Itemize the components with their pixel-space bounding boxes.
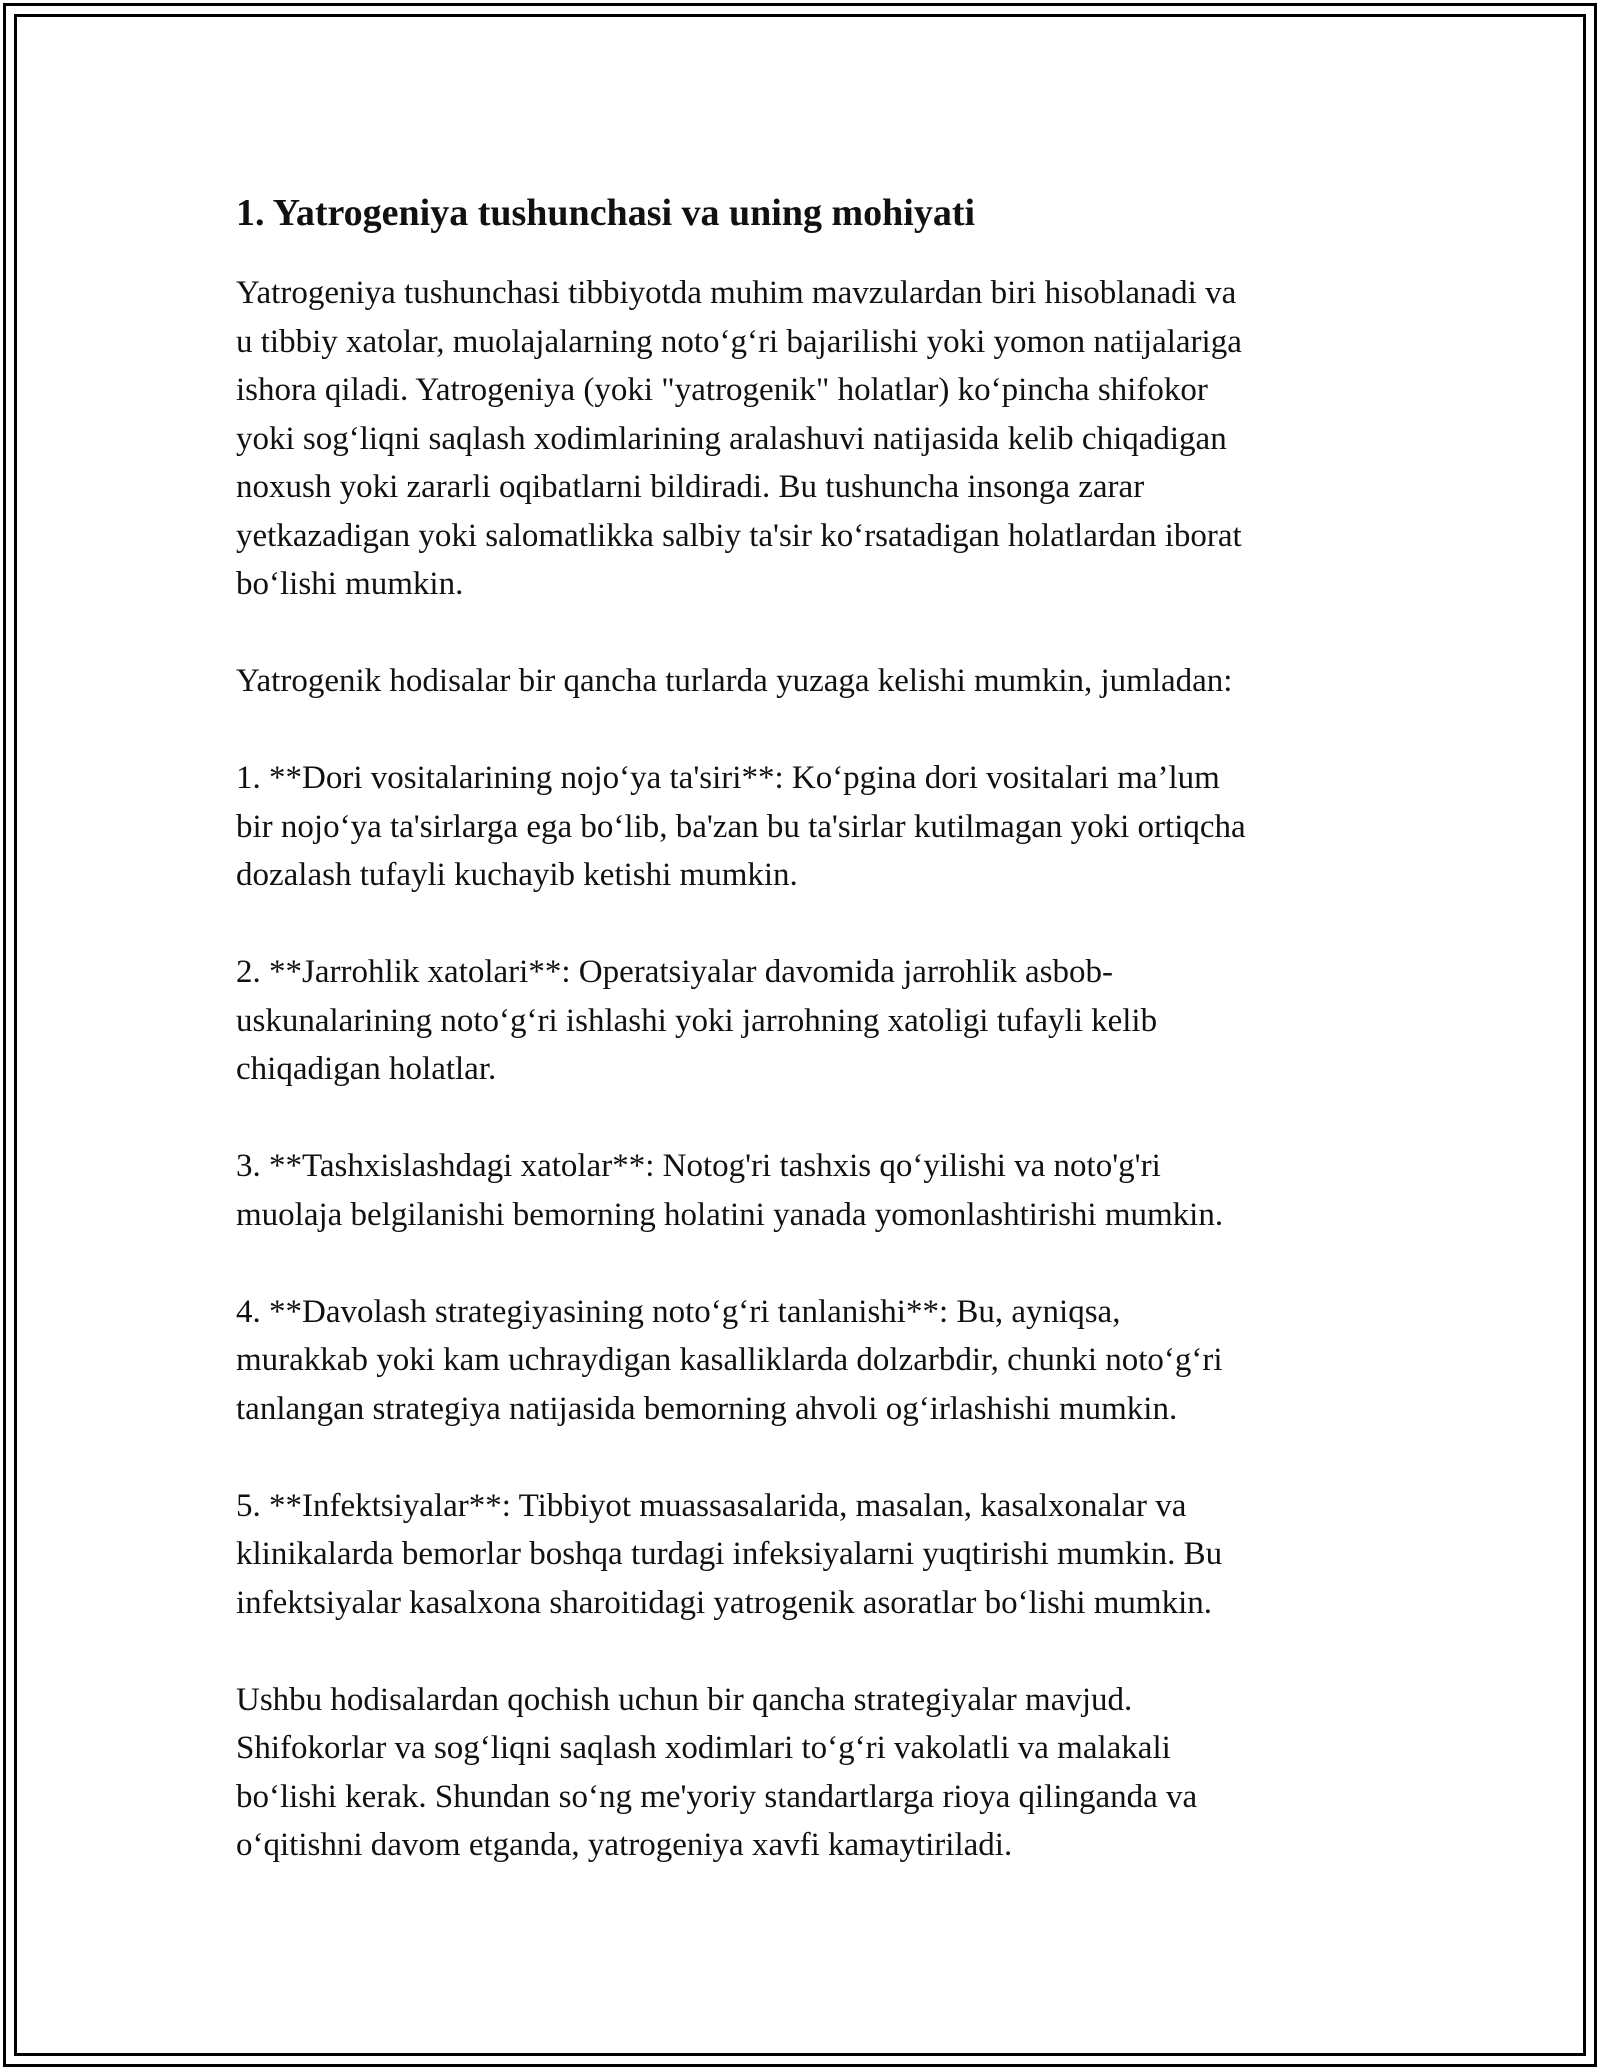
text-line: infektsiyalar kasalxona sharoitidagi yatrogenik asoratlar bo‘lishi mumkin. [236,1584,1212,1621]
text-line: klinikalarda bemorlar boshqa turdagi infeksiyalarni yuqtirishi mumkin. Bu [236,1536,1223,1572]
text-line: murakkab yoki kam uchraydigan kasalliklarda dolzarbdir, chunki noto‘g‘ri [236,1342,1223,1378]
text-line: muolaja belgilanishi bemorning holatini yanada yomonlashtirishi mumkin. [236,1196,1224,1233]
text-line: 3. **Tashxislashdagi xatolar**: Notog'ri tashxis qo‘yilishi va noto'g'ri [236,1148,1161,1184]
text-line: Ushbu hodisalardan qochish uchun bir qancha strategiyalar mavjud. [236,1681,1133,1718]
text-line: Shifokorlar va sog‘liqni saqlash xodimlari to‘g‘ri vakolatli va malakali [236,1730,1171,1766]
text-line: uskunalarining noto‘g‘ri ishlashi yoki jarrohning xatoligi tufayli kelib [236,1002,1158,1039]
text-line: o‘qitishni davom etganda, yatrogeniya xavfi kamaytiriladi. [236,1827,1013,1863]
text-line: bo‘lishi kerak. Shundan so‘ng me'yoriy standartlarga rioya qilinganda va [236,1778,1198,1815]
intro-paragraph [236,269,1376,609]
text-line: Yatrogeniya tushunchasi tibbiyotda muhim mavzulardan biri hisoblanadi va [236,275,1237,311]
list-item-1 [236,754,1376,900]
text-line: ishora qiladi. Yatrogeniya (yoki "yatrogenik" holatlar) ko‘pincha shifokor [236,372,1208,408]
list-item-5 [236,1482,1376,1628]
text-line: bir nojo‘ya ta'sirlarga ega bo‘lib, ba'zan bu ta'sirlar kutilmagan yoki ortiqcha [236,808,1246,845]
text-line: 5. **Infektsiyalar**: Tibbiyot muassasalarida, masalan, kasalxonalar va [236,1487,1187,1524]
document-body [236,185,1376,1870]
text-line: 2. **Jarrohlik xatolari**: Operatsiyalar davomida jarrohlik asbob- [236,954,1113,990]
text-line: Yatrogenik hodisalar bir qancha turlarda yuzaga kelishi mumkin, jumladan: [236,663,1233,699]
text-line: tanlangan strategiya natijasida bemorning ahvoli og‘irlashishi mumkin. [236,1390,1178,1427]
text-line: yetkazadigan yoki salomatlikka salbiy ta'sir ko‘rsatadigan holatlardan iborat [236,517,1242,554]
text-line: u tibbiy xatolar, muolajalarning noto‘g‘ri bajarilishi yoki yomon natijalariga [236,323,1242,360]
page-title: 1. Yatrogeniya tushunchasi va uning mohiyati [236,192,976,234]
text-line: noxush yoki zararli oqibatlarni bildiradi. Bu tushuncha insonga zarar [236,469,1145,505]
text-line: bo‘lishi mumkin. [236,566,464,602]
text-line: chiqadigan holatlar. [236,1051,497,1087]
text-line: 4. **Davolash strategiyasining noto‘g‘ri tanlanishi**: Bu, ayniqsa, [236,1293,1121,1330]
text-line: yoki sog‘liqni saqlash xodimlarining aralashuvi natijasida kelib chiqadigan [236,420,1227,457]
types-intro-paragraph [236,657,1376,706]
list-item-3 [236,1142,1376,1239]
conclusion-paragraph [236,1676,1376,1870]
list-item-2 [236,948,1376,1094]
text-line: 1. **Dori vositalarining nojo‘ya ta'siri**: Ko‘pgina dori vositalari ma’lum [236,760,1220,796]
list-item-4 [236,1288,1376,1434]
text-line: dozalash tufayli kuchayib ketishi mumkin. [236,857,798,893]
